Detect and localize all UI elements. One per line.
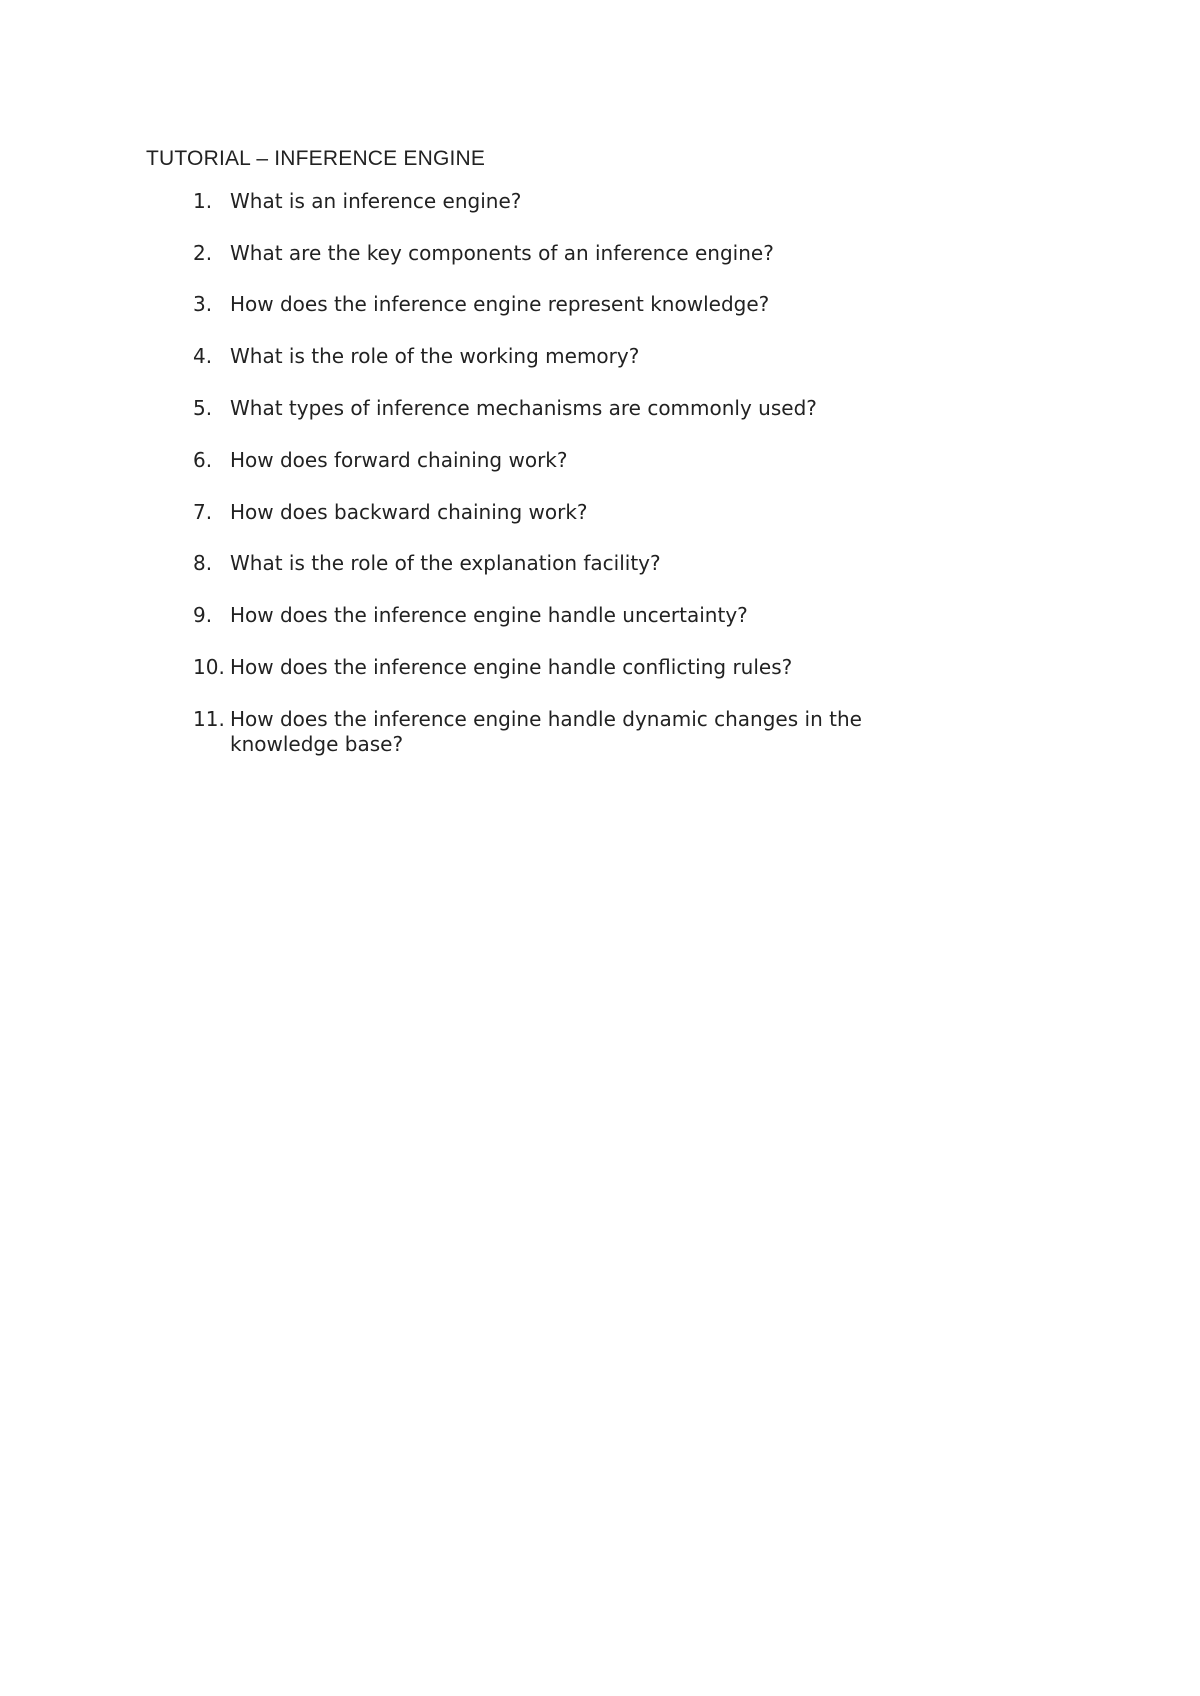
- question-number: 2.: [193, 241, 213, 265]
- question-item-5: [193, 396, 973, 421]
- question-number: 7.: [193, 500, 213, 524]
- question-number: 1.: [193, 189, 213, 213]
- document-title: TUTORIAL – INFERENCE ENGINE: [146, 147, 486, 170]
- question-text: How does forward chaining work?: [230, 448, 568, 472]
- question-text: How does the inference engine handle conflicting rules?: [230, 655, 793, 679]
- question-number: 4.: [193, 344, 213, 368]
- question-item-1: [193, 189, 973, 214]
- question-number: 10.: [193, 655, 225, 679]
- question-item-2: [193, 241, 973, 266]
- question-number: 11.: [193, 707, 225, 731]
- question-number: 3.: [193, 292, 213, 316]
- question-text: What are the key components of an inference engine?: [230, 241, 774, 265]
- question-text: What is the role of the explanation facility?: [230, 551, 661, 575]
- question-text: How does the inference engine represent knowledge?: [230, 292, 770, 316]
- question-number: 9.: [193, 603, 213, 627]
- question-text: What types of inference mechanisms are commonly used?: [230, 396, 817, 420]
- question-item-9: [193, 603, 973, 628]
- question-item-6: [193, 448, 973, 473]
- question-text: What is an inference engine?: [230, 189, 522, 213]
- question-text: How does the inference engine handle uncertainty?: [230, 603, 748, 627]
- question-number: 5.: [193, 396, 213, 420]
- question-item-11: [193, 707, 973, 757]
- question-text: How does the inference engine handle dynamic changes in the knowledge base?: [230, 707, 862, 756]
- question-text: What is the role of the working memory?: [230, 344, 640, 368]
- question-item-8: [193, 551, 973, 576]
- question-number: 8.: [193, 551, 213, 575]
- question-item-3: [193, 292, 973, 317]
- question-item-10: [193, 655, 973, 680]
- question-text: How does backward chaining work?: [230, 500, 588, 524]
- question-item-4: [193, 344, 973, 369]
- question-item-7: [193, 500, 973, 525]
- question-number: 6.: [193, 448, 213, 472]
